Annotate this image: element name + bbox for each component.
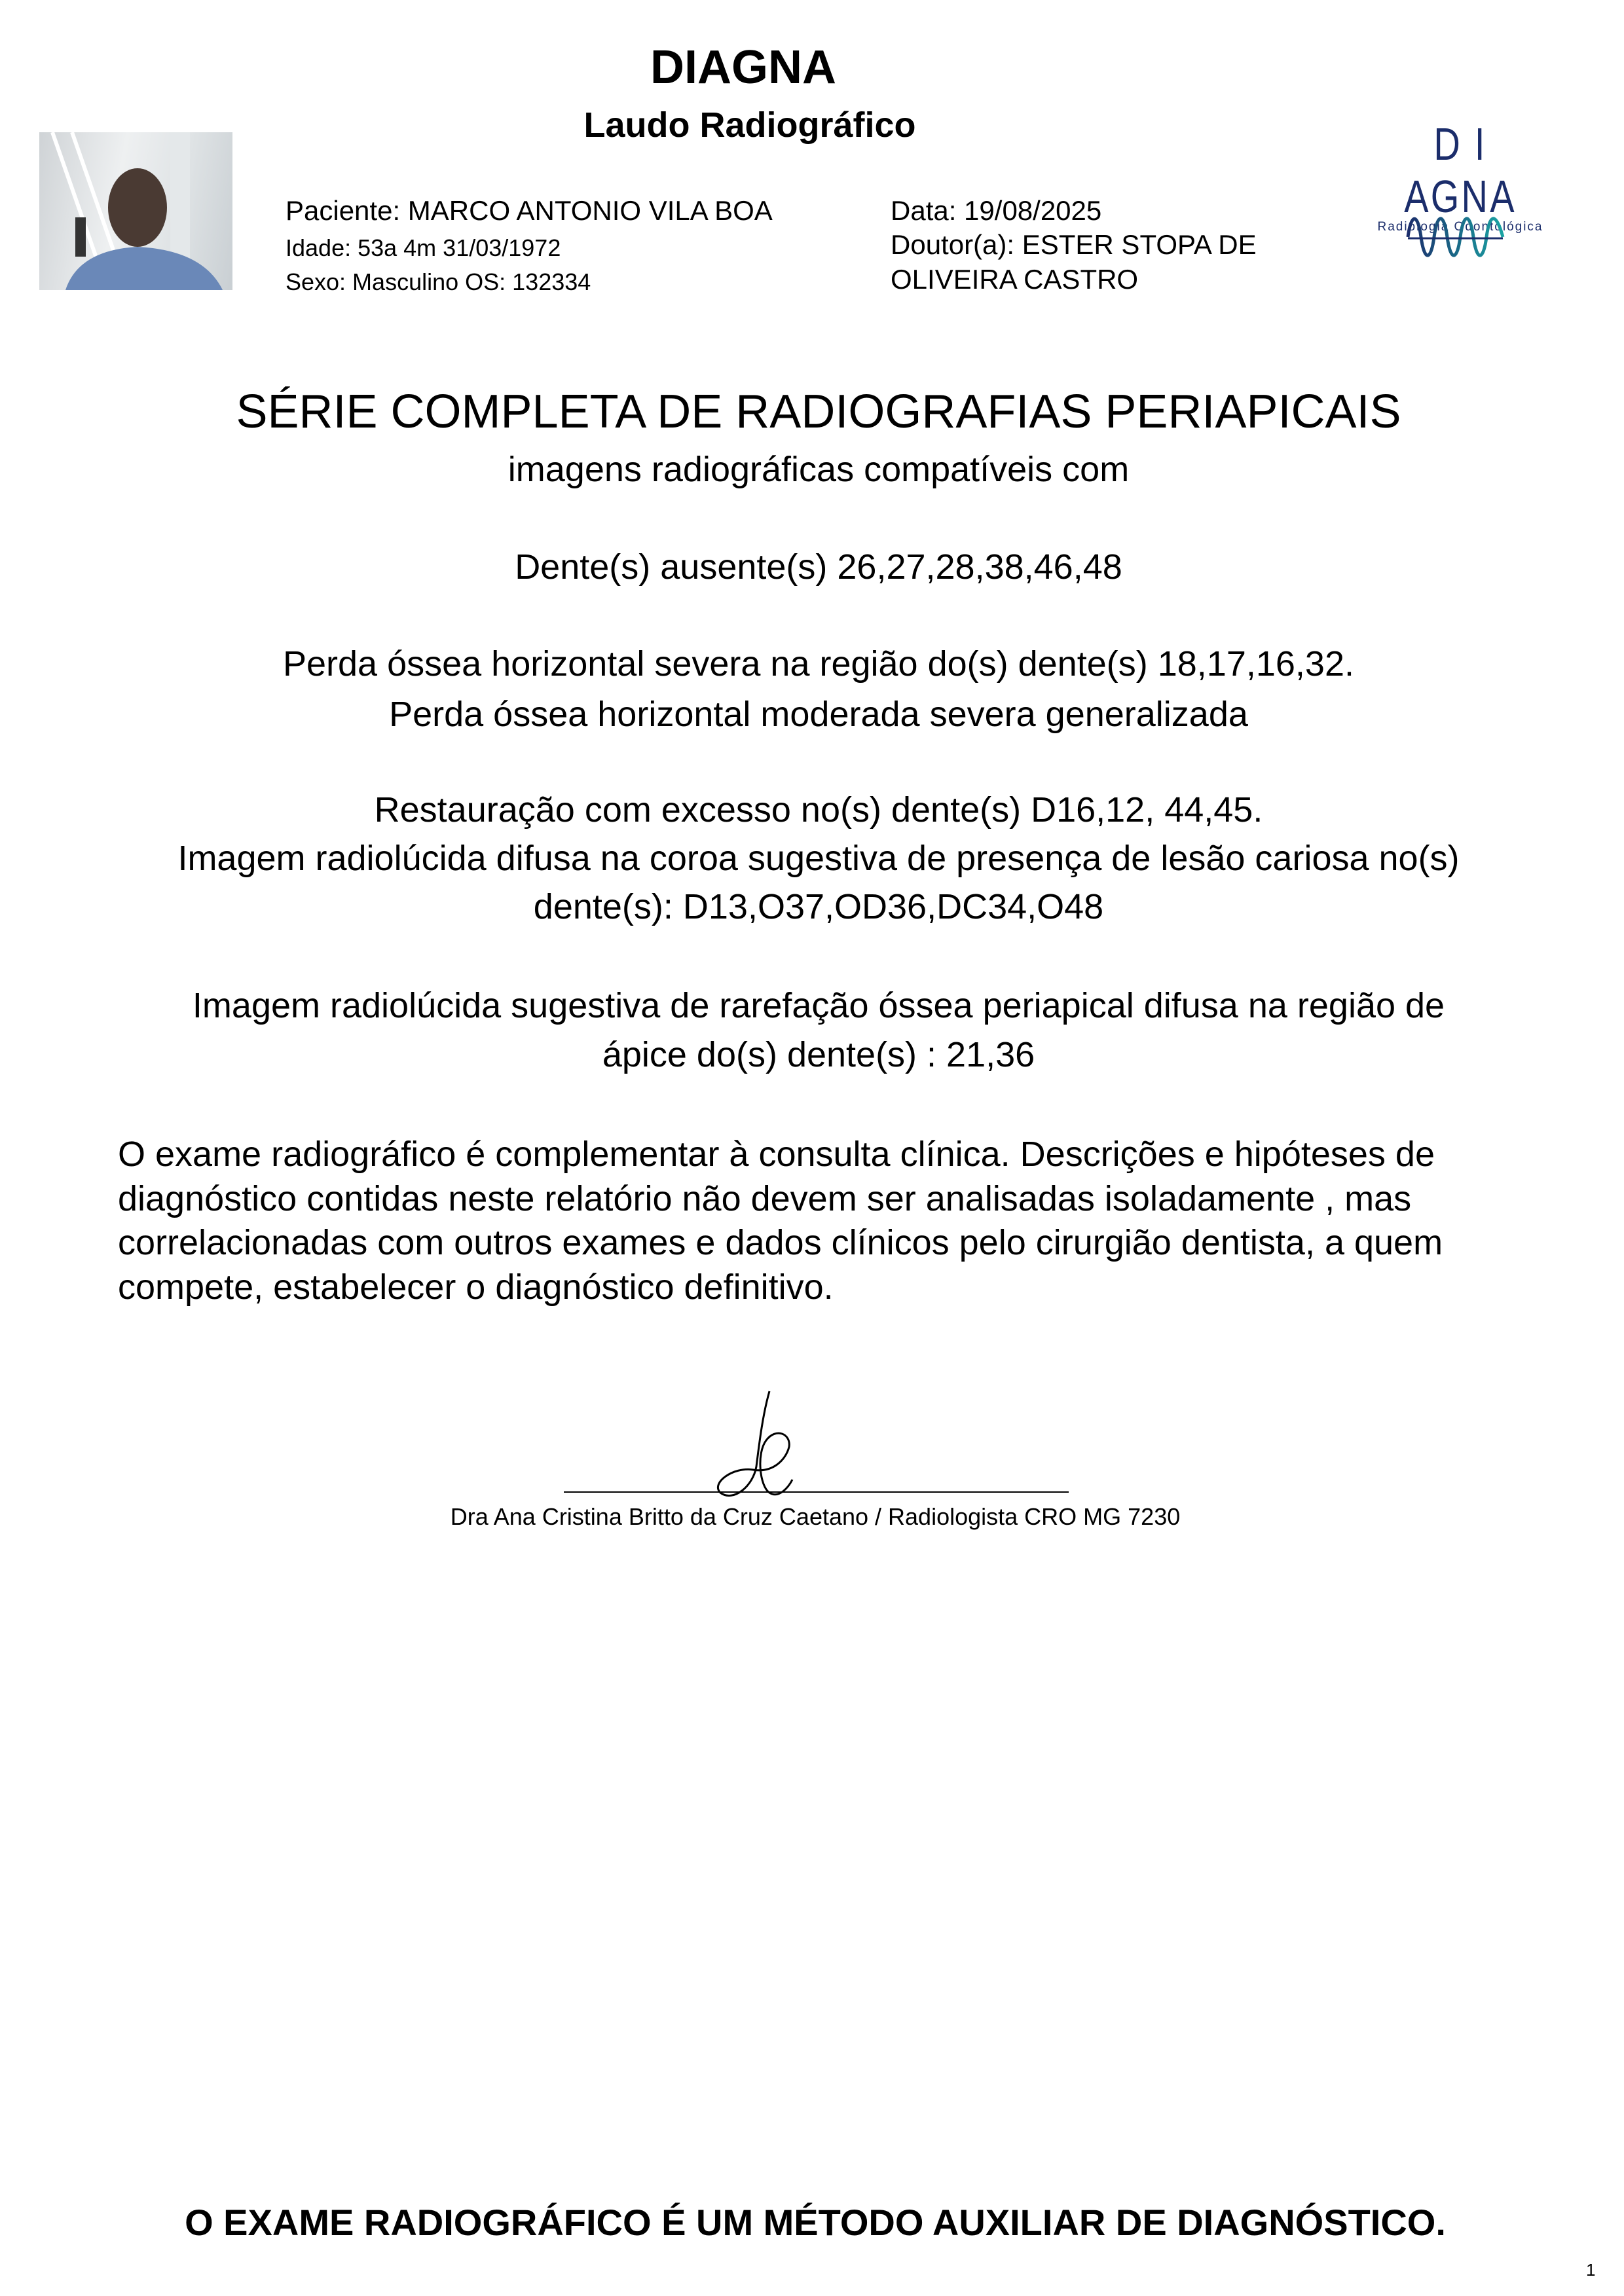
- finding-periapical-line1: Imagem radiolúcida sugestiva de rarefação óssea periapical difusa na região de: [192, 986, 1445, 1025]
- report-title: SÉRIE COMPLETA DE RADIOGRAFIAS PERIAPICAIS: [236, 386, 1401, 438]
- doctor-name-line2: OLIVEIRA CASTRO: [891, 264, 1139, 295]
- patient-sex-os: Sexo: Masculino OS: 132334: [286, 268, 591, 295]
- report-intro: imagens radiográficas compatíveis com: [507, 450, 1130, 489]
- wave-icon: [1405, 216, 1506, 262]
- disclaimer-paragraph: O exame radiográfico é complementar à consulta clínica. Descrições e hipóteses de diagnóstico contidas neste relatório não devem ser analisadas isoladamente , mas correlacionadas com outros exames e dados clínicos pelo cirurgião dentista, a quem compete, estabelecer o diagnóstico definitivo.: [118, 1135, 1443, 1307]
- patient-age: Idade: 53a 4m 31/03/1972: [286, 234, 561, 261]
- footer-notice: O EXAME RADIOGRÁFICO É UM MÉTODO AUXILIAR DE DIAGNÓSTICO.: [185, 2202, 1446, 2243]
- logo-name: D I AGNA: [1404, 118, 1517, 222]
- finding-periapical-line2: ápice do(s) dente(s) : 21,36: [602, 1035, 1035, 1074]
- finding-missing-teeth: Dente(s) ausente(s) 26,27,28,38,46,48: [515, 547, 1122, 587]
- exam-date: Data: 19/08/2025: [891, 195, 1102, 226]
- logo-tagline: Radiologia Odontológica: [1377, 220, 1543, 234]
- finding-bone-loss-moderate: Perda óssea horizontal moderada severa generalizada: [389, 695, 1248, 734]
- patient-photo: [39, 132, 232, 290]
- finding-restoration: Restauração com excesso no(s) dente(s) D16,12, 44,45.: [374, 790, 1263, 829]
- patient-name: Paciente: MARCO ANTONIO VILA BOA: [286, 195, 773, 226]
- page-number: 1: [1586, 2260, 1596, 2280]
- doctor-name-line1: Doutor(a): ESTER STOPA DE: [891, 229, 1257, 260]
- finding-caries-line2: dente(s): D13,O37,OD36,DC34,O48: [533, 887, 1104, 926]
- finding-caries-line1: Imagem radiolúcida difusa na coroa sugestiva de presença de lesão cariosa no(s): [177, 839, 1460, 878]
- signer-name: Dra Ana Cristina Britto da Cruz Caetano / Radiologista CRO MG 7230: [450, 1503, 1181, 1530]
- document-subtitle: Laudo Radiográfico: [583, 105, 916, 145]
- signature-line: [564, 1491, 1069, 1493]
- brand-title: DIAGNA: [650, 41, 836, 94]
- finding-bone-loss-severe: Perda óssea horizontal severa na região do(s) dente(s) 18,17,16,32.: [282, 644, 1354, 683]
